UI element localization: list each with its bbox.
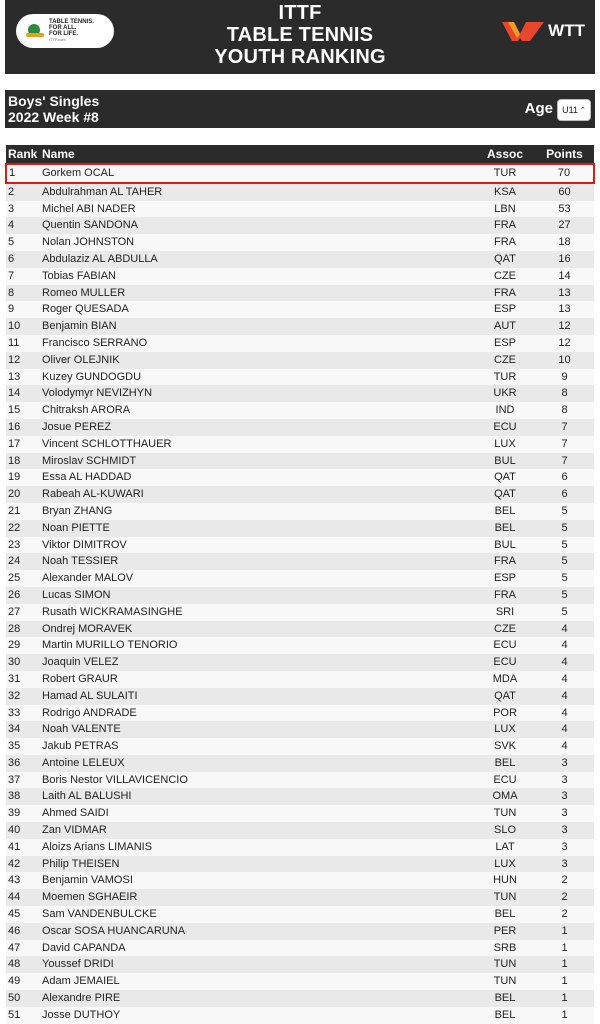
rank-cell: 21 [8, 504, 21, 517]
player-name-cell: Sam VANDENBULCKE [42, 908, 157, 921]
assoc-cell: IND [495, 404, 515, 417]
rank-cell: 29 [8, 639, 21, 652]
table-row [6, 217, 594, 234]
table-row [6, 251, 594, 268]
player-name-cell: Ondrej MORAVEK [42, 622, 133, 635]
assoc-cell: BUL [494, 538, 516, 551]
assoc-cell: SRB [493, 941, 517, 954]
table-row [6, 486, 594, 503]
points-cell: 6 [561, 488, 568, 501]
points-cell: 5 [561, 521, 568, 534]
points-cell: 3 [561, 807, 568, 820]
rank-cell: 48 [8, 958, 21, 971]
points-cell: 7 [561, 437, 568, 450]
rank-cell: 23 [8, 538, 21, 551]
player-name-cell: Miroslav SCHMIDT [42, 454, 137, 467]
rank-cell: 22 [8, 521, 21, 534]
table-row [6, 940, 594, 957]
rank-cell: 18 [8, 454, 21, 467]
page-header [5, 0, 595, 74]
points-cell: 1 [561, 924, 568, 937]
table-row [6, 721, 594, 738]
rank-cell: 34 [8, 723, 21, 736]
assoc-cell: TUN [493, 807, 517, 820]
table-row [6, 772, 594, 789]
player-name-cell: Michel ABI NADER [42, 202, 136, 215]
table-row [6, 923, 594, 940]
table-row [6, 469, 594, 486]
assoc-cell: BEL [494, 756, 516, 769]
assoc-cell: LAT [495, 840, 515, 853]
category-label: Boys' Singles [8, 93, 100, 109]
assoc-cell: ECU [493, 420, 517, 433]
rank-cell: 24 [8, 555, 21, 568]
points-cell: 4 [561, 622, 568, 635]
rank-cell: 49 [8, 975, 21, 988]
ranking-context [8, 93, 99, 125]
points-cell: 14 [558, 269, 571, 282]
assoc-cell: CZE [494, 353, 516, 366]
player-name-cell: Rabeah AL-KUWARI [42, 488, 144, 501]
player-name-cell: Roger QUESADA [42, 303, 129, 316]
title-line-3: YOUTH RANKING [214, 46, 386, 68]
table-row [6, 822, 594, 839]
rank-cell: 28 [8, 622, 21, 635]
rank-cell: 31 [8, 672, 21, 685]
assoc-cell: BEL [494, 521, 516, 534]
rank-cell: 19 [8, 471, 21, 484]
assoc-cell: HUN [493, 874, 517, 887]
player-name-cell: Volodymyr NEVIZHYN [42, 387, 153, 400]
player-name-cell: Alexander MALOV [42, 572, 134, 585]
rank-cell: 42 [8, 857, 21, 870]
points-cell: 3 [561, 824, 568, 837]
points-cell: 6 [561, 471, 568, 484]
table-row [6, 906, 594, 923]
table-row [6, 318, 594, 335]
points-cell: 1 [561, 992, 568, 1005]
player-name-cell: Martin MURILLO TENORIO [42, 639, 178, 652]
rank-cell: 8 [8, 286, 15, 299]
table-row [6, 201, 594, 218]
table-row [6, 268, 594, 285]
player-name-cell: Philip THEISEN [42, 857, 120, 870]
table-row [6, 755, 594, 772]
points-cell: 8 [561, 387, 568, 400]
rank-cell: 1 [6, 164, 42, 183]
points-cell: 1 [561, 1008, 568, 1021]
points-cell: 18 [558, 236, 571, 249]
rank-cell: 15 [8, 404, 21, 417]
ranking-table [5, 145, 595, 1024]
table-row [6, 956, 594, 973]
assoc-cell: TUN [493, 975, 517, 988]
assoc-cell: FRA [494, 555, 516, 568]
player-name-cell: Oscar SOSA HUANCARUNA [42, 924, 186, 937]
filter-bar [5, 90, 595, 128]
player-name-cell: Ahmed SAIDI [42, 807, 109, 820]
table-row [6, 419, 594, 436]
age-label: Age [524, 100, 553, 117]
table-row [6, 570, 594, 587]
assoc-cell: UKR [493, 387, 517, 400]
rank-cell: 30 [8, 656, 21, 669]
points-cell: 4 [561, 706, 568, 719]
player-name-cell: Laith AL BALUSHI [42, 790, 132, 803]
assoc-cell: KSA [493, 185, 516, 198]
player-name-cell: Josse DUTHOY [42, 1008, 121, 1021]
rank-cell: 20 [8, 488, 21, 501]
points-cell: 3 [561, 840, 568, 853]
points-cell: 1 [561, 958, 568, 971]
rank-cell: 40 [8, 824, 21, 837]
assoc-cell: FRA [494, 286, 516, 299]
rank-cell: 47 [8, 941, 21, 954]
rank-cell: 50 [8, 992, 21, 1005]
assoc-cell: SLO [493, 824, 516, 837]
player-name-cell: Kuzey GUNDOGDU [42, 370, 142, 383]
title-line-2: TABLE TENNIS [226, 24, 374, 46]
points-cell: 5 [561, 572, 568, 585]
assoc-cell: TUN [493, 958, 517, 971]
points-cell: 7 [561, 420, 568, 433]
points-cell: 13 [558, 303, 571, 316]
player-name-cell: Abdulrahman AL TAHER [42, 185, 163, 198]
points-cell: 1 [561, 941, 568, 954]
period-label: 2022 Week #8 [8, 109, 99, 125]
assoc-cell: ECU [493, 639, 517, 652]
assoc-cell: ESP [493, 572, 516, 585]
table-row [6, 621, 594, 638]
assoc-cell: POR [493, 706, 517, 719]
points-cell: 5 [561, 555, 568, 568]
assoc-cell: BEL [494, 504, 516, 517]
rank-cell: 26 [8, 588, 21, 601]
points-cell: 1 [561, 975, 568, 988]
assoc-cell: LUX [494, 723, 516, 736]
player-name-cell: Antoine LELEUX [42, 756, 125, 769]
points-cell: 5 [561, 504, 568, 517]
assoc-cell: QAT [494, 488, 516, 501]
points-cell: 4 [561, 672, 568, 685]
player-name-cell: Benjamin VAMOSI [42, 874, 133, 887]
points-cell: 3 [561, 857, 568, 870]
rank-cell: 17 [8, 437, 21, 450]
title-line-1: ITTF [278, 2, 322, 24]
player-name-cell: Romeo MULLER [42, 286, 126, 299]
rank-cell: 16 [8, 420, 21, 433]
points-cell: 4 [561, 740, 568, 753]
player-name-cell: Lucas SIMON [42, 588, 111, 601]
table-row [6, 688, 594, 705]
table-row [6, 520, 594, 537]
column-header-assoc: Assoc [475, 145, 535, 164]
points-cell: 3 [561, 773, 568, 786]
assoc-cell: BEL [494, 1008, 516, 1021]
points-cell: 3 [561, 790, 568, 803]
rank-cell: 12 [8, 353, 21, 366]
points-cell: 9 [561, 370, 568, 383]
points-cell: 70 [535, 164, 594, 183]
points-cell: 8 [561, 404, 568, 417]
assoc-cell: QAT [494, 689, 516, 702]
table-row [6, 436, 594, 453]
points-cell: 13 [558, 286, 571, 299]
points-cell: 5 [561, 538, 568, 551]
player-name-cell: Bryan ZHANG [42, 504, 113, 517]
points-cell: 5 [561, 588, 568, 601]
player-name-cell: Boris Nestor VILLAVICENCIO [42, 773, 188, 786]
player-name-cell: David CAPANDA [42, 941, 126, 954]
ittf-logo-text: TABLE TENNIS. FOR ALL. FOR LIFE. ITTF.com [49, 19, 94, 42]
chevron-updown-icon: ⌃ [579, 107, 586, 114]
assoc-cell: ECU [493, 656, 517, 669]
points-cell: 12 [558, 336, 571, 349]
assoc-cell: CZE [494, 269, 516, 282]
table-row [6, 335, 594, 352]
table-row [6, 872, 594, 889]
player-name-cell: Gorkem OCAL [42, 164, 475, 183]
table-row [6, 503, 594, 520]
assoc-cell: BEL [494, 992, 516, 1005]
player-name-cell: Francisco SERRANO [42, 336, 148, 349]
table-row [6, 453, 594, 470]
table-row [6, 352, 594, 369]
assoc-cell: ESP [493, 336, 516, 349]
points-cell: 12 [558, 320, 571, 333]
rank-cell: 27 [8, 605, 21, 618]
assoc-cell: BEL [494, 908, 516, 921]
assoc-cell: LUX [494, 437, 516, 450]
rank-cell: 11 [8, 336, 20, 349]
player-name-cell: Quentin SANDONA [42, 219, 138, 232]
table-row [6, 234, 594, 251]
rank-cell: 5 [8, 236, 15, 249]
assoc-cell: ECU [493, 773, 517, 786]
rank-cell: 51 [8, 1008, 21, 1021]
assoc-cell: CZE [494, 622, 516, 635]
player-name-cell: Noah VALENTE [42, 723, 121, 736]
points-cell: 4 [561, 723, 568, 736]
assoc-cell: BUL [494, 454, 516, 467]
assoc-cell: SRI [495, 605, 515, 618]
rank-cell: 36 [8, 756, 21, 769]
assoc-cell: FRA [494, 236, 516, 249]
points-cell: 2 [561, 908, 568, 921]
column-header-name: Name [42, 145, 475, 164]
assoc-cell: TUR [493, 370, 517, 383]
table-row [6, 604, 594, 621]
wtt-logo [502, 20, 585, 42]
table-row [6, 973, 594, 990]
player-name-cell: Essa AL HADDAD [42, 471, 132, 484]
table-row [6, 671, 594, 688]
table-row [6, 1007, 594, 1024]
table-row [6, 889, 594, 906]
table-row [6, 805, 594, 822]
rank-cell: 7 [8, 269, 15, 282]
points-cell: 10 [558, 353, 571, 366]
table-row [6, 705, 594, 722]
table-row [6, 587, 594, 604]
points-cell: 27 [558, 219, 571, 232]
assoc-cell: OMA [492, 790, 518, 803]
age-select[interactable] [557, 99, 591, 121]
rank-cell: 38 [8, 790, 21, 803]
assoc-cell: LBN [494, 202, 516, 215]
points-cell: 60 [558, 185, 571, 198]
player-name-cell: Zan VIDMAR [42, 824, 107, 837]
player-name-cell: Jakub PETRAS [42, 740, 119, 753]
assoc-cell: QAT [494, 252, 516, 265]
assoc-cell: PER [493, 924, 517, 937]
points-cell: 4 [561, 656, 568, 669]
rank-cell: 10 [8, 320, 21, 333]
rank-cell: 25 [8, 572, 21, 585]
player-name-cell: Abdulaziz AL ABDULLA [42, 252, 158, 265]
assoc-cell: LUX [494, 857, 516, 870]
player-name-cell: Aloizs Arians LIMANIS [42, 840, 153, 853]
assoc-cell: AUT [494, 320, 516, 333]
rank-cell: 45 [8, 908, 21, 921]
player-name-cell: Adam JEMAIEL [42, 975, 120, 988]
player-name-cell: Hamad AL SULAITI [42, 689, 138, 702]
table-row [6, 990, 594, 1007]
rank-cell: 39 [8, 807, 21, 820]
rank-cell: 44 [8, 891, 21, 904]
wtt-logo-icon [502, 20, 544, 42]
rank-cell: 35 [8, 740, 21, 753]
table-row [6, 164, 594, 183]
rank-cell: 37 [8, 773, 21, 786]
points-cell: 4 [561, 689, 568, 702]
wtt-logo-text: WTT [548, 21, 585, 40]
assoc-cell: MDA [492, 672, 518, 685]
points-cell: 7 [561, 454, 568, 467]
table-row [6, 553, 594, 570]
rank-cell: 14 [8, 387, 21, 400]
points-cell: 2 [561, 874, 568, 887]
player-name-cell: Tobias FABIAN [42, 269, 116, 282]
player-name-cell: Joaquin VELEZ [42, 656, 119, 669]
points-cell: 4 [561, 639, 568, 652]
rank-cell: 6 [8, 252, 15, 265]
player-name-cell: Robert GRAUR [42, 672, 118, 685]
table-row [6, 369, 594, 386]
player-name-cell: Rodrigo ANDRADE [42, 706, 137, 719]
player-name-cell: Benjamin BIAN [42, 320, 117, 333]
rank-cell: 43 [8, 874, 21, 887]
rank-cell: 4 [8, 219, 15, 232]
points-cell: 2 [561, 891, 568, 904]
table-row [6, 183, 594, 201]
points-cell: 16 [558, 252, 571, 265]
player-name-cell: Chitraksh ARORA [42, 404, 131, 417]
player-name-cell: Noah TESSIER [42, 555, 119, 568]
table-row [6, 839, 594, 856]
player-name-cell: Nolan JOHNSTON [42, 236, 135, 249]
assoc-cell: SVK [493, 740, 516, 753]
rank-cell: 33 [8, 706, 21, 719]
table-row [6, 537, 594, 554]
table-row [6, 654, 594, 671]
table-header-row [6, 145, 594, 164]
table-row [6, 301, 594, 318]
player-name-cell: Youssef DRIDI [42, 958, 114, 971]
assoc-cell: ESP [493, 303, 516, 316]
table-row [6, 402, 594, 419]
table-row [6, 385, 594, 402]
table-row [6, 788, 594, 805]
rank-cell: 9 [8, 303, 15, 316]
rank-cell: 41 [8, 840, 21, 853]
points-cell: 3 [561, 756, 568, 769]
points-cell: 5 [561, 605, 568, 618]
rank-cell: 2 [8, 185, 15, 198]
rank-cell: 46 [8, 924, 21, 937]
age-select-value: U11 [562, 105, 578, 115]
column-header-points: Points [535, 145, 594, 164]
column-header-rank: Rank [6, 145, 42, 164]
rank-cell: 3 [8, 202, 15, 215]
table-row [6, 738, 594, 755]
player-name-cell: Moemen SGHAEIR [42, 891, 138, 904]
player-name-cell: Rusath WICKRAMASINGHE [42, 605, 183, 618]
points-cell: 53 [558, 202, 571, 215]
assoc-cell: FRA [494, 588, 516, 601]
assoc-cell: FRA [494, 219, 516, 232]
rank-cell: 32 [8, 689, 21, 702]
table-row [6, 637, 594, 654]
rank-cell: 13 [8, 370, 21, 383]
assoc-cell: TUN [493, 891, 517, 904]
assoc-cell: TUR [475, 164, 535, 183]
table-row [6, 856, 594, 873]
player-name-cell: Noan PIETTE [42, 521, 110, 534]
table-row [6, 285, 594, 302]
player-name-cell: Viktor DIMITROV [42, 538, 127, 551]
player-name-cell: Oliver OLEJNIK [42, 353, 120, 366]
assoc-cell: QAT [494, 471, 516, 484]
player-name-cell: Josue PEREZ [42, 420, 112, 433]
player-name-cell: Alexandre PIRE [42, 992, 121, 1005]
player-name-cell: Vincent SCHLOTTHAUER [42, 437, 172, 450]
